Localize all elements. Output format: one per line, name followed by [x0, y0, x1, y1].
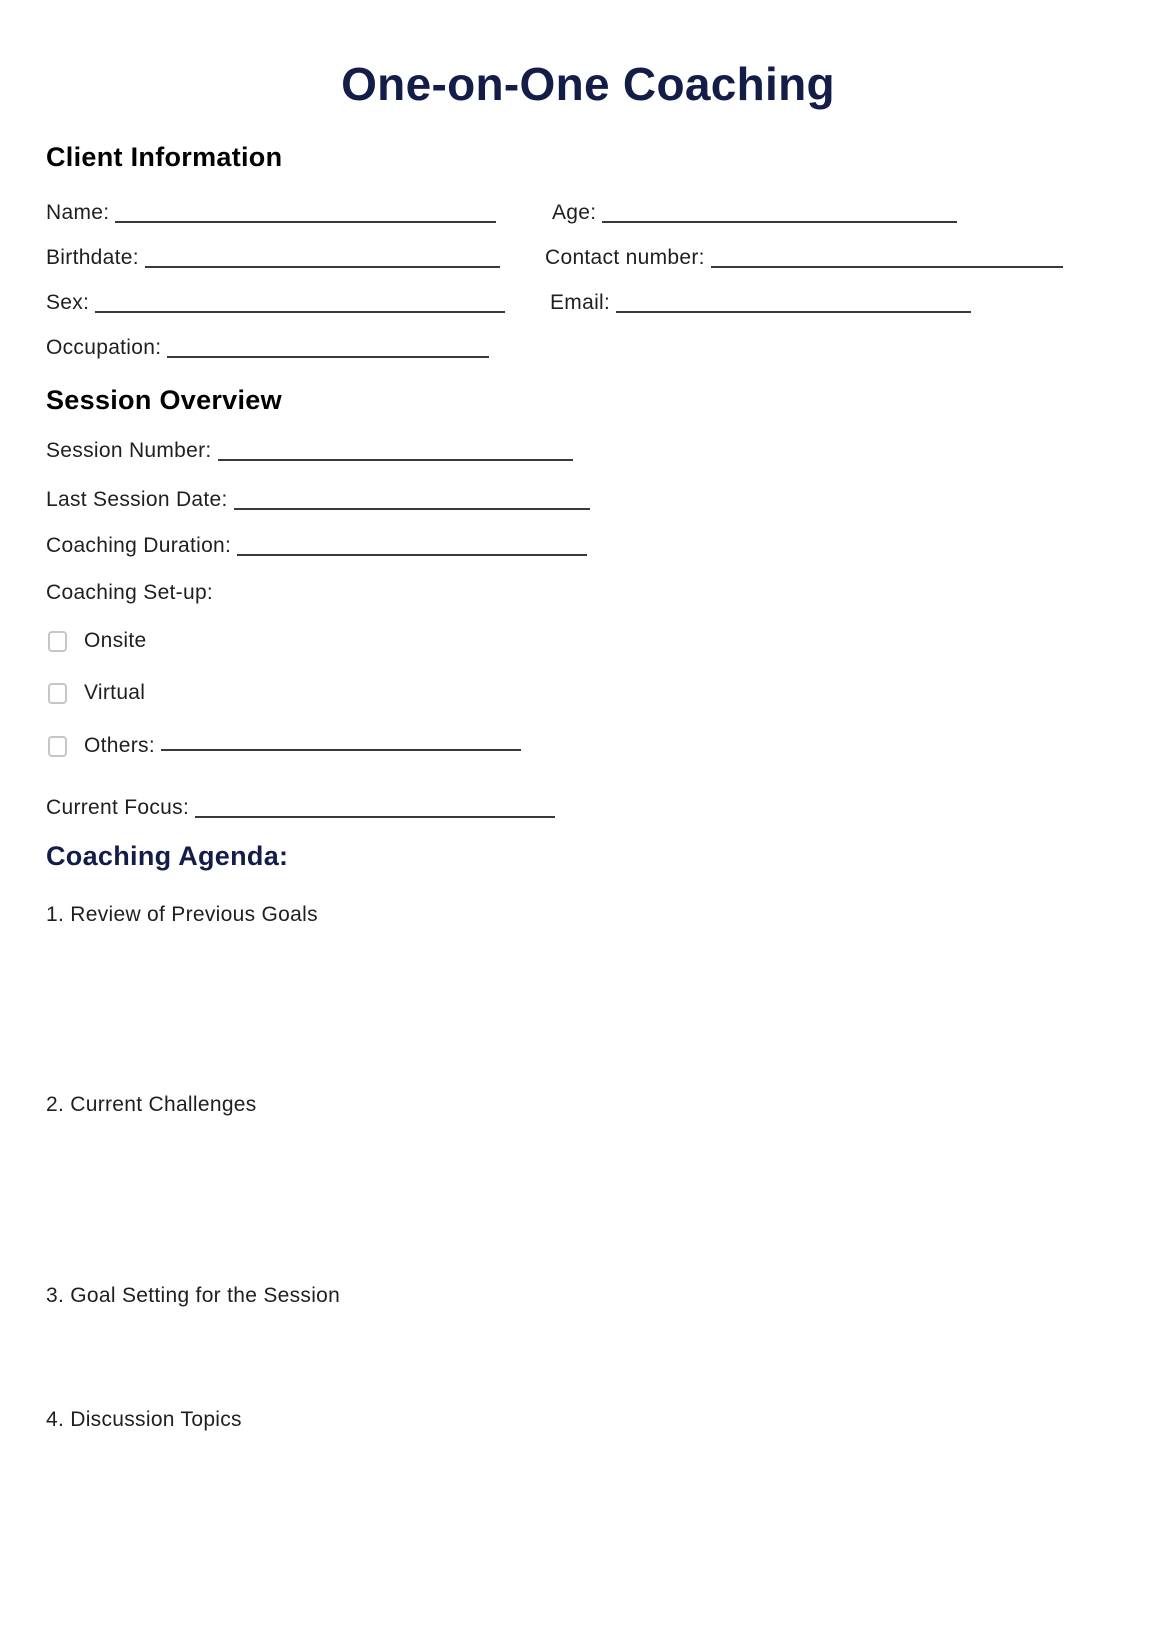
others-label: Others: [84, 734, 155, 757]
session-number-field [46, 439, 573, 463]
name-label: Name: [46, 201, 110, 224]
section-heading-client-information: Client Information [46, 142, 283, 172]
setup-option-virtual [46, 681, 1130, 705]
coaching-duration-fill-line [237, 554, 587, 556]
contact-number-fill-line [711, 266, 1063, 268]
row-coaching-duration [46, 534, 1130, 558]
contact-number-field [545, 246, 1130, 270]
last-session-date-fill-line [234, 508, 590, 510]
email-label: Email: [550, 291, 611, 314]
sex-label: Sex: [46, 291, 90, 314]
virtual-checkbox[interactable] [48, 683, 67, 704]
row-coaching-setup [46, 581, 1130, 605]
age-field [545, 201, 1130, 225]
coaching-setup-label: Coaching Set-up: [46, 581, 214, 604]
age-label: Age: [552, 201, 597, 224]
birthdate-field [46, 246, 545, 270]
name-field [46, 201, 545, 225]
email-field [545, 291, 1130, 315]
setup-option-others [46, 734, 1130, 758]
row-last-session-date [46, 488, 1130, 512]
coaching-setup-field [46, 581, 213, 605]
current-focus-label: Current Focus: [46, 796, 190, 819]
last-session-date-label: Last Session Date: [46, 488, 228, 511]
others-fill-line [161, 749, 521, 751]
row-session-number [46, 439, 1130, 463]
agenda-item-current-challenges: 2. Current Challenges [46, 1093, 257, 1116]
coaching-duration-label: Coaching Duration: [46, 534, 232, 557]
section-heading-session-overview: Session Overview [46, 385, 282, 415]
onsite-checkbox[interactable] [48, 631, 67, 652]
page-title: One-on-One Coaching [341, 58, 835, 110]
agenda-item-discussion-topics: 4. Discussion Topics [46, 1408, 242, 1431]
others-checkbox[interactable] [48, 736, 67, 757]
name-fill-line [115, 221, 496, 223]
occupation-field [46, 336, 489, 360]
session-number-fill-line [218, 459, 573, 461]
session-number-label: Session Number: [46, 439, 212, 462]
agenda-item-review-previous-goals: 1. Review of Previous Goals [46, 903, 318, 926]
coaching-duration-field [46, 534, 587, 558]
section-heading-coaching-agenda: Coaching Agenda: [46, 841, 289, 871]
last-session-date-field [46, 488, 590, 512]
occupation-fill-line [167, 356, 489, 358]
agenda-item-goal-setting: 3. Goal Setting for the Session [46, 1284, 341, 1307]
onsite-label: Onsite [84, 629, 147, 652]
row-name-age [46, 201, 1130, 225]
age-fill-line [602, 221, 957, 223]
row-current-focus [46, 796, 1130, 820]
sex-fill-line [95, 311, 505, 313]
row-sex-email [46, 291, 1130, 315]
current-focus-fill-line [195, 816, 555, 818]
row-birthdate-contact [46, 246, 1130, 270]
row-occupation [46, 336, 1130, 360]
occupation-label: Occupation: [46, 336, 162, 359]
birthdate-label: Birthdate: [46, 246, 139, 269]
sex-field [46, 291, 545, 315]
email-fill-line [616, 311, 971, 313]
contact-number-label: Contact number: [545, 246, 705, 269]
birthdate-fill-line [145, 266, 500, 268]
setup-option-onsite [46, 629, 1130, 653]
virtual-label: Virtual [84, 681, 146, 704]
current-focus-field [46, 796, 555, 820]
